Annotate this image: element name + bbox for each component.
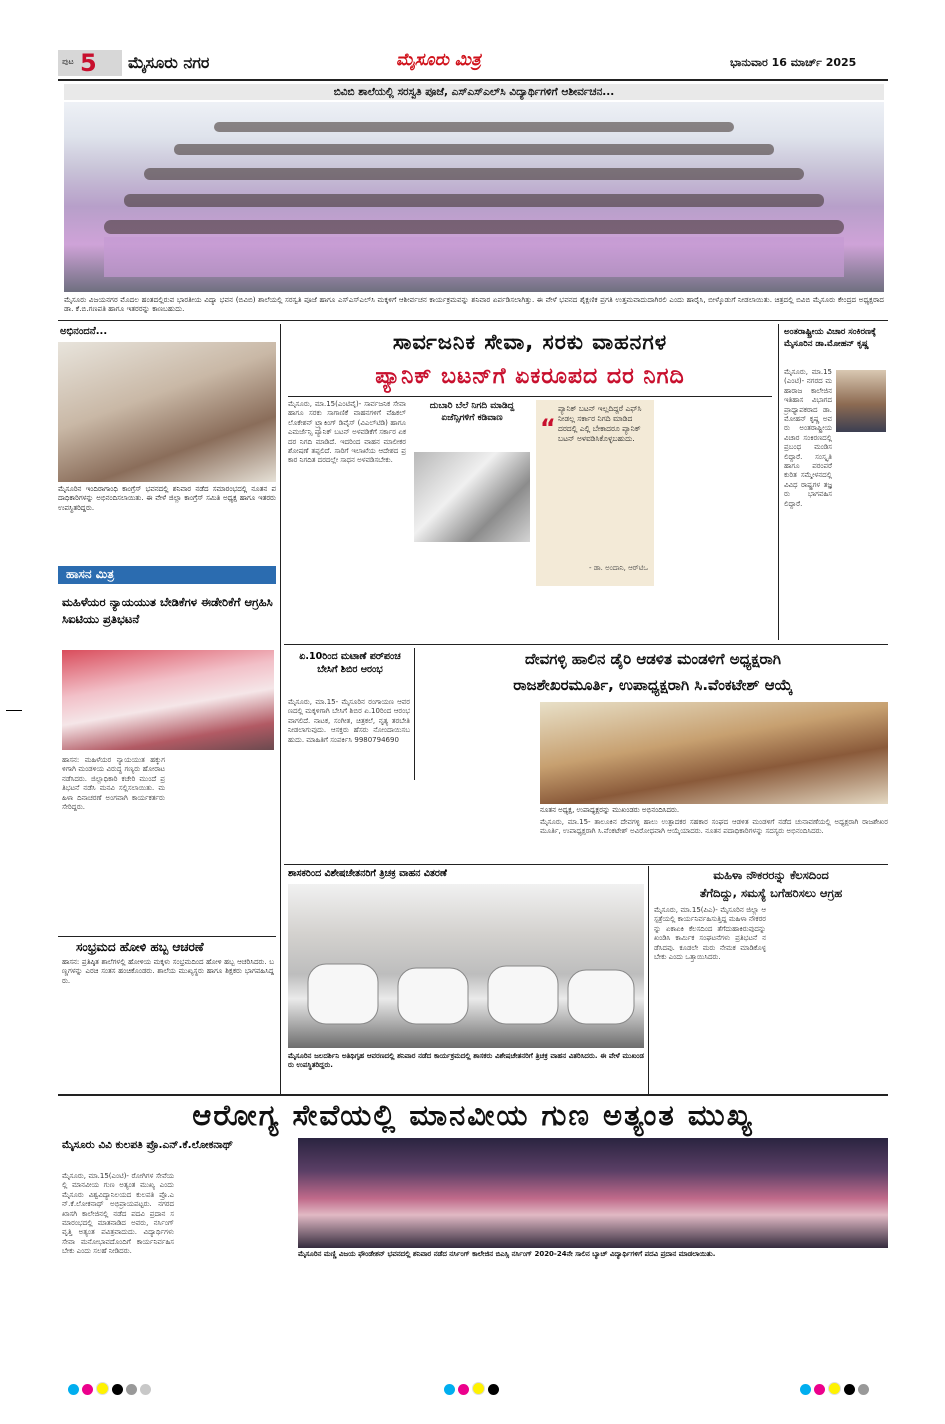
scooter-shapes (288, 884, 644, 1048)
camp-body-col2 (418, 702, 536, 862)
right-column-rule (778, 324, 779, 640)
abhinandane-label: ಅಭಿನಂದನೆ... (60, 326, 108, 337)
women-body-col2 (772, 906, 888, 1090)
mohan-krishna-portrait (836, 370, 886, 432)
scooter-rule (648, 866, 649, 1094)
page-number-badge (58, 50, 122, 76)
health-body-col4 (416, 1262, 528, 1372)
health-body-col5 (534, 1262, 646, 1372)
health-body: ಮೈಸೂರು, ಮಾ.15(ಎಂಟಿ)- ರೋಗಿಗಳ ಸೇವೆಯಲ್ಲಿ ಮಾನವೀಯ ಗುಣ ಅತ್ಯಂತ ಮುಖ್ಯ ಎಂದು ಮೈಸೂರು ವಿಶ್ವವಿದ್ಯಾನಿಲಯದ ಕುಲಪತಿ ಪ್ರೊ.ಎನ್.ಕೆ.ಲೋಕನಾಥ್ ಅಭಿಪ್ರಾಯಪಟ್ಟರು. ನಗರದ ಖಾಸಗಿ ಕಾಲೇಜಿನಲ್ಲಿ ನಡೆದ ಪದವಿ ಪ್ರದಾನ ಸಮಾರಂಭದಲ್ಲಿ ಮಾತನಾಡಿದ ಅವರು, ನರ್ಸಿಂಗ್ ವೃತ್ತಿ ಅತ್ಯಂತ ಪವಿತ್ರವಾದುದು. ವಿದ್ಯಾರ್ಥಿಗಳು ಸೇವಾ ಮನೋಭಾವದೊಂದಿಗೆ ಕಾರ್ಯನಿರ್ವಹಿಸಬೇಕು ಎಂದು ಸಲಹೆ ನೀಡಿದರು. (62, 1172, 174, 1256)
dairy-headline-1: ದೇವಗಳ್ಳಿ ಹಾಲಿನ ಡೈರಿ ಆಡಳಿತ ಮಂಡಳಿಗೆ ಅಧ್ಯಕ್ಷರಾಗಿ (525, 650, 781, 668)
health-headline: ಆರೋಗ್ಯ ಸೇವೆಯಲ್ಲಿ ಮಾನವೀಯ ಗುಣ ಅತ್ಯಂತ ಮುಖ್ಯ (192, 1098, 754, 1132)
women-headline-2: ತೆಗೆದಿದ್ದು, ಸಮಸ್ಯೆ ಬಗೆಹರಿಸಲು ಆಗ್ರಹ (699, 886, 843, 900)
congress-photo (58, 342, 276, 482)
panic-headline-2: ಪ್ಯಾನಿಕ್ ಬಟನ್‌ಗೆ ಏಕರೂಪದ ದರ ನಿಗದಿ (375, 364, 685, 389)
scooter-photo (288, 884, 644, 1048)
health-body-col3 (298, 1262, 410, 1372)
panic-body: ಮೈಸೂರು, ಮಾ.15(ಎಂಟಿವೈ)- ಸಾರ್ವಜನಿಕ ಸೇವಾ ಹಾಗೂ ಸರಕು ಸಾಗಾಣಿಕೆ ವಾಹನಗಳಿಗೆ ವೆಹಿಕಲ್ ಲೊಕೇಶನ್ ಟ್ರ್ಯಾಕಿಂಗ್ ಡಿವೈಸ್ (ವಿಎಲ್‌ಟಿಡಿ) ಹಾಗೂ ಎಮರ್ಜೆನ್ಸಿ ಪ್ಯಾನಿಕ್ ಬಟನ್ ಅಳವಡಿಕೆಗೆ ಸರ್ಕಾರ ಏಕ ದರ ನಿಗದಿ ಮಾಡಿದೆ. ಇದರಿಂದ ವಾಹನ ಮಾಲೀಕರ ಶೋಷಣೆ ತಪ್ಪಲಿದೆ. ಸಾರಿಗೆ ಇಲಾಖೆಯ ಆದೇಶದ ಪ್ರಕಾರ ನಿಗದಿತ ದರದಲ್ಲೇ ಸಾಧನ ಅಳವಡಿಸಬೇಕು. (288, 400, 406, 465)
graduation-photo (298, 1138, 888, 1248)
seminar-body-col2 (784, 440, 888, 640)
fold-mark (6, 710, 22, 711)
hassan-body: ಹಾಸನ: ಮಹಿಳೆಯರ ನ್ಯಾಯಯುತ ಹಕ್ಕುಗಳಿಗಾಗಿ ಮಂಡಳಿಯ ವಿರುದ್ಧ ಗಣ್ಯರು ಹೋರಾಟ ನಡೆಸಿದರು. ಜಿಲ್ಲಾಧಿಕಾರಿ ಕಚೇರಿ ಮುಂದೆ ಪ್ರತಿಭಟನೆ ನಡೆಸಿ ಮನವಿ ಸಲ್ಲಿಸಲಾಯಿತು. ಮಹಿಳಾ ದಿನಾಚರಣೆ ಅಂಗವಾಗಿ ಕಾರ್ಯಕರ್ತರು ಸೇರಿದ್ದರು. (62, 756, 165, 812)
registration-dot (844, 1384, 855, 1395)
holi-headline: ಸಂಭ್ರಮದ ಹೋಳಿ ಹಬ್ಬ ಆಚರಣೆ (76, 940, 204, 954)
registration-dot (140, 1384, 151, 1395)
hassan-section-title: ಹಾಸನ ಮಿತ್ರ (66, 567, 115, 581)
panic-sub-headline: ದುಬಾರಿ ಬೆಲೆ ನಿಗದಿ ಮಾಡಿದ್ದ ಏಜೆನ್ಸಿಗಳಿಗೆ ಕಡಿವಾಣ (429, 401, 515, 423)
top-story-caption: ಮೈಸೂರು ವಿಜಯನಗರ ಮೊದಲ ಹಂತದಲ್ಲಿರುವ ಭಾರತೀಯ ವಿದ್ಯಾ ಭವನ (ಬಿವಿಬಿ) ಶಾಲೆಯಲ್ಲಿ ಸರಸ್ವತಿ ಪೂಜೆ ಹಾಗೂ ಎಸ್‌ಎಸ್‌ಎಲ್‌ಸಿ ಮಕ್ಕಳಿಗೆ ಆಶೀರ್ವಚನ ಕಾರ್ಯಕ್ರಮವನ್ನು ಶನಿವಾರ ಏರ್ಪಡಿಸಲಾಗಿತ್ತು. ಈ ವೇಳೆ ಭವನದ ಶೈಕ್ಷಣಿಕ ಪ್ರಗತಿ ಉತ್ತಮವಾದುದಾಗಿರಲಿ ಎಂದು ಹಾರೈಸಿ, ಬೀಳ್ಕೊಡುಗೆ ನೀಡಲಾಯಿತು. ಚಿತ್ರದಲ್ಲಿ ಬಿವಿಬಿ ಮೈಸೂರು ಕೇಂದ್ರದ ಅಧ್ಯಕ್ಷರಾದ ಡಾ. ಕೆ.ಬಿ.ಗಣಪತಿ ಹಾಗೂ ಇತರರನ್ನು ಕಾಣಬಹುದು. (64, 295, 884, 314)
registration-dot (82, 1384, 93, 1395)
top-story-headline: ಬಿವಿಬಿ ಶಾಲೆಯಲ್ಲಿ ಸರಸ್ವತಿ ಪೂಜೆ, ಎಸ್‌ಎಸ್‌ಎಲ್‌ಸಿ ವಿದ್ಯಾರ್ಥಿಗಳಿಗೆ ಆಶೀರ್ವಚನ... (64, 84, 884, 100)
holi-body: ಹಾಸನ: ಪ್ರತಿಷ್ಠಿತ ಶಾಲೆಗಳಲ್ಲಿ ಹೋಳಿಯ ಮಕ್ಕಳು ಸಂಭ್ರಮದಿಂದ ಹೋಳಿ ಹಬ್ಬ ಆಚರಿಸಿದರು. ಬಣ್ಣಗಳನ್ನು ಎರಚಿ ಸಂತಸ ಹಂಚಿಕೊಂಡರು. ಶಾಲೆಯ ಮುಖ್ಯಸ್ಥರು ಹಾಗೂ ಶಿಕ್ಷಕರು ಭಾಗವಹಿಸಿದ್ದರು. (62, 958, 274, 985)
dairy-headline-2: ರಾಜಶೇಖರಮೂರ್ತಿ, ಉಪಾಧ್ಯಕ್ಷರಾಗಿ ಸಿ.ವೆಂಕಟೇಶ್ ಆಯ್ಕೆ (513, 676, 793, 694)
registration-dot (96, 1382, 109, 1395)
panic-quote-by: - ಡಾ. ಅಂದಾನಿ, ಆರ್‌ಟಿಒ (588, 564, 648, 572)
registration-dot (814, 1384, 825, 1395)
women-headline-1: ಮಹಿಳಾ ನೌಕರರನ್ನು ಕೆಲಸದಿಂದ (713, 868, 829, 882)
panic-headline-1: ಸಾರ್ವಜನಿಕ ಸೇವಾ, ಸರಕು ವಾಹನಗಳ (392, 330, 668, 354)
group-photo-figure-rows (64, 102, 884, 292)
panic-body-col2 (414, 546, 530, 640)
panic-quote-box (536, 400, 654, 586)
header-rule (58, 79, 888, 81)
registration-dots-center (444, 1380, 502, 1399)
registration-dot (458, 1384, 469, 1395)
scooter-headline: ಶಾಸಕರಿಂದ ವಿಶೇಷಚೇತನರಿಗೆ ತ್ರಿಚಕ್ರ ವಾಹನ ವಿತರಣೆ (288, 868, 447, 879)
page-number: 5 (80, 49, 97, 77)
scooter-top-rule (284, 864, 888, 865)
scooter-caption: ಮೈಸೂರಿನ ಜಲದರ್ಶಿನಿ ಅತಿಥಿಗೃಹ ಆವರಣದಲ್ಲಿ ಶನಿವಾರ ನಡೆದ ಕಾರ್ಯಕ್ರಮದಲ್ಲಿ ಶಾಸಕರು ವಿಶೇಷಚೇತನರಿಗೆ ತ್ರಿಚಕ್ರ ವಾಹನ ವಿತರಿಸಿದರು. ಈ ವೇಳೆ ಮುಖಂಡರು ಉಪಸ್ಥಿತರಿದ್ದರು. (288, 1052, 644, 1070)
group-photo (64, 102, 884, 292)
dairy-photo (540, 702, 888, 804)
left-column-rule (280, 324, 281, 1094)
seminar-headline: ಅಂತರಾಷ್ಟ್ರೀಯ ವಿಚಾರ ಸಂಕಿರಣಕ್ಕೆ ಮೈಸೂರಿನ ಡಾ.ಮೋಹನ್ ಕೃಷ್ಣ (784, 327, 877, 349)
women-body: ಮೈಸೂರು, ಮಾ.15(ಪಿಎ)- ಮೈಸೂರಿನ ಜಿಲ್ಲಾ ಆಸ್ಪತ್ರೆಯಲ್ಲಿ ಕಾರ್ಯನಿರ್ವಹಿಸುತ್ತಿದ್ದ ಮಹಿಳಾ ನೌಕರರನ್ನು ಏಕಾಏಕಿ ಕೆಲಸದಿಂದ ತೆಗೆದುಹಾಕಿರುವುದನ್ನು ಖಂಡಿಸಿ ಕಾರ್ಮಿಕ ಸಂಘಟನೆಗಳು ಪ್ರತಿಭಟನೆ ನಡೆಸಿದವು. ಕೂಡಲೇ ಮರು ನೇಮಕ ಮಾಡಿಕೊಳ್ಳಬೇಕು ಎಂದು ಒತ್ತಾಯಿಸಿದರು. (654, 906, 766, 962)
registration-dot (472, 1382, 485, 1395)
quote-mark-icon: “ (540, 414, 556, 442)
hassan-section-bar (58, 566, 276, 584)
registration-dot (126, 1384, 137, 1395)
congress-caption: ಮೈಸೂರಿನ ಇಂದಿರಾಗಾಂಧಿ ಕಾಂಗ್ರೆಸ್ ಭವನದಲ್ಲಿ ಶನಿವಾರ ನಡೆದ ಸಮಾರಂಭದಲ್ಲಿ ನೂತನ ಪದಾಧಿಕಾರಿಗಳನ್ನು ಅಭಿನಂದಿಸಲಾಯಿತು. ಈ ವೇಳೆ ಜಿಲ್ಲಾ ಕಾಂಗ್ರೆಸ್ ಸಮಿತಿ ಅಧ್ಯಕ್ಷ ಹಾಗೂ ಇತರರು ಉಪಸ್ಥಿತರಿದ್ದರು. (58, 485, 276, 512)
registration-dot (800, 1384, 811, 1395)
panic-body-col4 (658, 400, 772, 640)
health-top-rule (58, 1094, 888, 1096)
health-caption: ಮೈಸೂರಿನ ಮಣ್ಣಿ ವಿಜಯ ಫೌಂಡೇಶನ್ ಭವನದಲ್ಲಿ ಶನಿವಾರ ನಡೆದ ನರ್ಸಿಂಗ್ ಕಾಲೇಜಿನ ಬಿಎಸ್ಸಿ ನರ್ಸಿಂಗ್ 2020-24ನೇ ಸಾಲಿನ ಬ್ಯಾಚ್ ವಿದ್ಯಾರ್ಥಿಗಳಿಗೆ ಪದವಿ ಪ್ರದಾನ ಮಾಡಲಾಯಿತು. (298, 1250, 716, 1258)
seminar-body: ಮೈಸೂರು, ಮಾ.15(ಎಂಟಿ)- ನಗರದ ಮಹಾರಾಜ ಕಾಲೇಜಿನ ಇತಿಹಾಸ ವಿಭಾಗದ ಪ್ರಾಧ್ಯಾಪಕರಾದ ಡಾ.ಮೋಹನ್ ಕೃಷ್ಣ ಅವರು ಅಂತರಾಷ್ಟ್ರೀಯ ವಿಚಾರ ಸಂಕಿರಣದಲ್ಲಿ ಪ್ರಬಂಧ ಮಂಡಿಸಲಿದ್ದಾರೆ. ಸಂಸ್ಕೃತಿ ಹಾಗೂ ಪರಂಪರೆ ಕುರಿತ ಸಮ್ಮೇಳನದಲ್ಲಿ ವಿವಿಧ ರಾಷ್ಟ್ರಗಳ ತಜ್ಞರು ಭಾಗವಹಿಸಲಿದ್ದಾರೆ. (784, 368, 832, 508)
health-body-col6 (652, 1262, 764, 1372)
camp-rule (414, 648, 415, 780)
health-body-col2 (180, 1140, 292, 1372)
page-label: ಪುಟ (62, 57, 74, 66)
registration-dots-right (800, 1380, 872, 1399)
masthead: ಮೈಸೂರು ಮಿತ್ರ (396, 50, 481, 70)
section-title: ಮೈಸೂರು ನಗರ (128, 53, 210, 72)
dairy-body: ಮೈಸೂರು, ಮಾ.15- ತಾಲೂಕಿನ ದೇವಗಳ್ಳಿ ಹಾಲು ಉತ್ಪಾದಕರ ಸಹಕಾರ ಸಂಘದ ಆಡಳಿತ ಮಂಡಳಿಗೆ ನಡೆದ ಚುನಾವಣೆಯಲ್ಲಿ ಅಧ್ಯಕ್ಷರಾಗಿ ರಾಜಶೇಖರಮೂರ್ತಿ, ಉಪಾಧ್ಯಕ್ಷರಾಗಿ ಸಿ.ವೆಂಕಟೇಶ್ ಅವಿರೋಧವಾಗಿ ಆಯ್ಕೆಯಾದರು. ನೂತನ ಪದಾಧಿಕಾರಿಗಳನ್ನು ಸದಸ್ಯರು ಅಭಿನಂದಿಸಿದರು. (540, 818, 888, 836)
holi-top-rule (58, 936, 276, 937)
hassan-headline: ಮಹಿಳೆಯರ ನ್ಯಾಯಯುತ ಬೇಡಿಕೆಗಳ ಈಡೇರಿಕೆಗೆ ಆಗ್ರಹಿಸಿ ಸಿಐಟಿಯು ಪ್ರತಿಭಟನೆ (62, 595, 273, 626)
hassan-body-col2 (170, 756, 274, 932)
panic-quote: ಪ್ಯಾನಿಕ್ ಬಟನ್ ಇಲ್ಲದಿದ್ದರೆ ಎಫ್‌ಸಿ ನೀಡಲ್ಲ ಸರ್ಕಾರ ನಿಗದಿ ಮಾಡಿದ ದರದಲ್ಲಿ ಎಲ್ಲಿ ಬೇಕಾದರೂ ಪ್ಯಾನಿಕ್ ಬಟನ್ ಅಳವಡಿಸಿಕೊಳ್ಳಬಹುದು. (558, 404, 642, 443)
page-date: ಭಾನುವಾರ 16 ಮಾರ್ಚ್ 2025 (730, 56, 857, 69)
top-story-rule (58, 320, 888, 321)
panic-headline-rule (288, 396, 772, 397)
registration-dot (488, 1384, 499, 1395)
camp-headline: ಏ.10ರಿಂದ ಮಟಾಣೆ ಪರ್‌ಪಂಚ ಬೇಸಿಗೆ ಶಿಬಿರ ಆರಂಭ (299, 651, 401, 675)
registration-dot (68, 1384, 79, 1395)
registration-dot (858, 1384, 869, 1395)
panic-body-col3 (536, 592, 654, 640)
registration-dot (112, 1384, 123, 1395)
panic-button-photo (414, 452, 530, 542)
hassan-protest-photo (62, 650, 274, 750)
camp-body: ಮೈಸೂರು, ಮಾ.15- ಮೈಸೂರಿನ ರಂಗಾಯಣ ಆವರಣದಲ್ಲಿ ಮಕ್ಕಳಿಗಾಗಿ ಬೇಸಿಗೆ ಶಿಬಿರ ಏ.10ರಿಂದ ಆರಂಭವಾಗಲಿದೆ. ನಾಟಕ, ಸಂಗೀತ, ಚಿತ್ರಕಲೆ, ನೃತ್ಯ ತರಬೇತಿ ನೀಡಲಾಗುವುದು. ಆಸಕ್ತರು ಹೆಸರು ನೋಂದಾಯಿಸಬಹುದು. ಮಾಹಿತಿಗೆ ಸಂಪರ್ಕಿಸಿ 9980794690 (288, 698, 410, 744)
registration-dots-left (68, 1380, 154, 1399)
dairy-caption: ನೂತನ ಅಧ್ಯಕ್ಷ, ಉಪಾಧ್ಯಕ್ಷರನ್ನು ಮುಖಂಡರು ಅಭಿನಂದಿಸಿದರು. (540, 806, 680, 814)
health-subhead: ಮೈಸೂರು ವಿವಿ ಕುಲಪತಿ ಪ್ರೊ.ಎನ್.ಕೆ.ಲೋಕನಾಥ್ (62, 1139, 234, 1151)
mid-rule (284, 644, 888, 645)
registration-dot (828, 1382, 841, 1395)
registration-dot (444, 1384, 455, 1395)
health-body-col7 (770, 1262, 888, 1372)
